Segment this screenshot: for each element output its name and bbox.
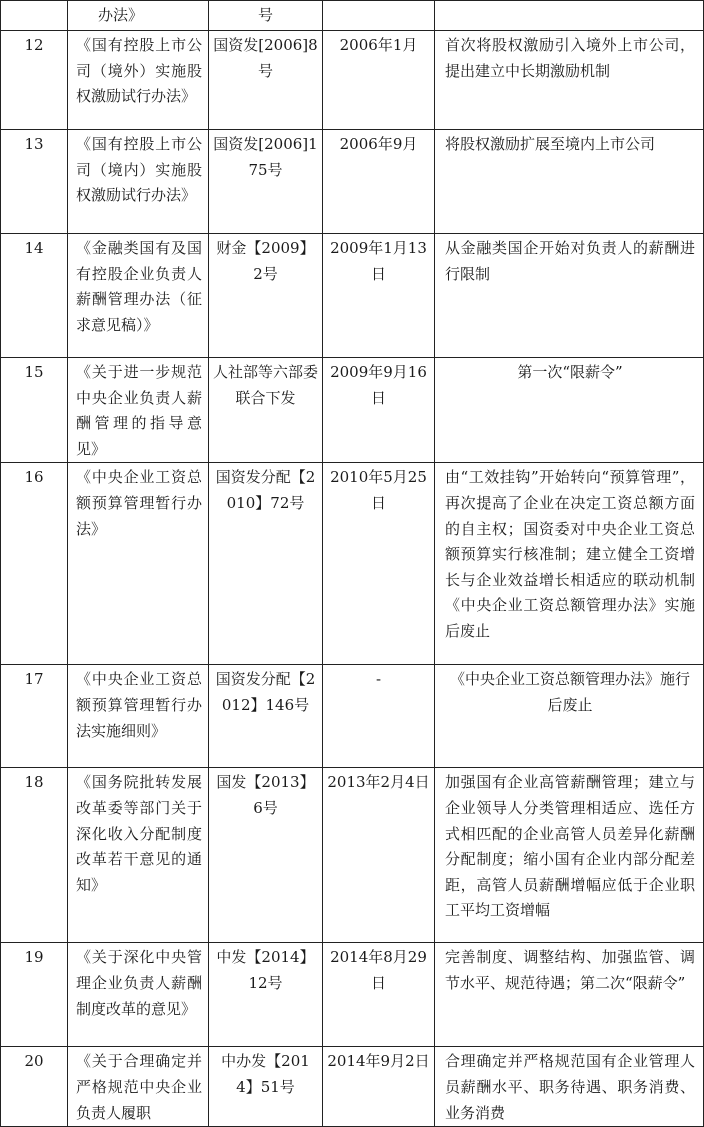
document-number: 国发【2013】6号 <box>209 768 323 943</box>
document-name: 《国有控股上市公司（境外）实施股权激励试行办法》 <box>68 31 209 130</box>
row-number: 16 <box>1 463 68 665</box>
issue-date: 2006年9月 <box>323 130 435 234</box>
remarks: 由“工效挂钩”开始转向“预算管理”，再次提高了企业在决定工资总额方面的自主权；国资委对中央企业工资总额预算实行核准制；建立健全工资增长与企业效益增长相适应的联动机制《中央企业工资总额管理办法》实施后废止 <box>435 463 704 665</box>
table-row <box>1 768 704 943</box>
document-name: 《关于进一步规范中央企业负责人薪酬管理的指导意见》 <box>68 358 209 463</box>
issue-date: 2009年1月13日 <box>323 234 435 358</box>
issue-date: 2006年1月 <box>323 31 435 130</box>
row-number: 12 <box>1 31 68 130</box>
table-row <box>1 31 704 130</box>
document-number: 国资发分配【2012】146号 <box>209 665 323 768</box>
table-row <box>1 130 704 234</box>
row-number: 18 <box>1 768 68 943</box>
document-number: 国资发分配【2010】72号 <box>209 463 323 665</box>
remarks: 合理确定并严格规范国有企业管理人员薪酬水平、职务待遇、职务消费、业务消费 <box>435 1047 704 1127</box>
issue-date: 2014年8月29日 <box>323 943 435 1047</box>
row-number: 14 <box>1 234 68 358</box>
document-number: 中办发【2014】51号 <box>209 1047 323 1127</box>
remarks: 将股权激励扩展至境内上市公司 <box>435 130 704 234</box>
document-name: 《金融类国有及国有控股企业负责人薪酬管理办法（征求意见稿）》 <box>68 234 209 358</box>
row-number: 20 <box>1 1047 68 1127</box>
document-number: 人社部等六部委联合下发 <box>209 358 323 463</box>
document-number: 国资发[2006]8号 <box>209 31 323 130</box>
issue-date <box>323 1 435 31</box>
document-number: 国资发[2006]175号 <box>209 130 323 234</box>
table-row <box>1 1047 704 1127</box>
document-name: 办法》 <box>68 1 209 31</box>
remarks: 《中央企业工资总额管理办法》施行后废止 <box>435 665 704 768</box>
remarks: 第一次“限薪令” <box>435 358 704 463</box>
table-row <box>1 665 704 768</box>
table-row <box>1 234 704 358</box>
document-name: 《国有控股上市公司（境内）实施股权激励试行办法》 <box>68 130 209 234</box>
issue-date: 2013年2月4日 <box>323 768 435 943</box>
issue-date: 2010年5月25日 <box>323 463 435 665</box>
document-name: 《关于合理确定并严格规范中央企业负责人履职 <box>68 1047 209 1127</box>
document-number: 中发【2014】12号 <box>209 943 323 1047</box>
remarks: 从金融类国企开始对负责人的薪酬进行限制 <box>435 234 704 358</box>
issue-date: 2014年9月2日 <box>323 1047 435 1127</box>
remarks: 首次将股权激励引入境外上市公司，提出建立中长期激励机制 <box>435 31 704 130</box>
row-number <box>1 1 68 31</box>
table-row <box>1 943 704 1047</box>
document-name: 《关于深化中央管理企业负责人薪酬制度改革的意见》 <box>68 943 209 1047</box>
remarks <box>435 1 704 31</box>
row-number: 13 <box>1 130 68 234</box>
document-name: 《国务院批转发展改革委等部门关于深化收入分配制度改革若干意见的通知》 <box>68 768 209 943</box>
issue-date: - <box>323 665 435 768</box>
document-name: 《中央企业工资总额预算管理暂行办法》 <box>68 463 209 665</box>
remarks: 完善制度、调整结构、加强监管、调节水平、规范待遇；第二次“限薪令” <box>435 943 704 1047</box>
row-number: 19 <box>1 943 68 1047</box>
document-number: 财金【2009】2号 <box>209 234 323 358</box>
table-row <box>1 1 704 31</box>
document-name: 《中央企业工资总额预算管理暂行办法实施细则》 <box>68 665 209 768</box>
row-number: 15 <box>1 358 68 463</box>
issue-date: 2009年9月16日 <box>323 358 435 463</box>
document-number: 号 <box>209 1 323 31</box>
row-number: 17 <box>1 665 68 768</box>
table-row <box>1 463 704 665</box>
table-row <box>1 358 704 463</box>
remarks: 加强国有企业高管薪酬管理；建立与企业领导人分类管理相适应、选任方式相匹配的企业高管人员差异化薪酬分配制度；缩小国有企业内部分配差距，高管人员薪酬增幅应低于企业职工平均工资增幅 <box>435 768 704 943</box>
